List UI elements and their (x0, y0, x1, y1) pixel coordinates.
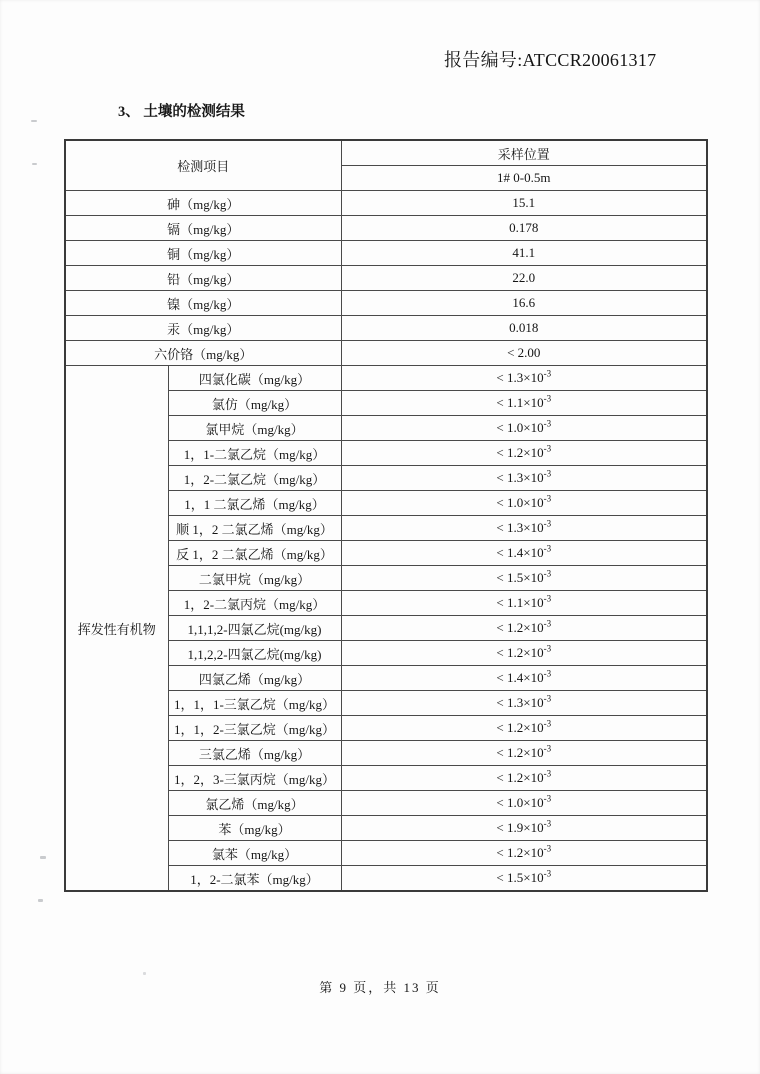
result-value-cell: < $1.2\times 10^{-3}$ (341, 641, 707, 666)
result-value-cell: < $1.5\times 10^{-3}$ (341, 866, 707, 892)
test-item-cell: 1，1-二氯乙烷（mg/kg） (168, 441, 341, 466)
table-row (65, 291, 707, 316)
result-value-cell: 15.1 (341, 191, 707, 216)
test-item-cell: 铜（mg/kg） (65, 241, 341, 266)
scan-artifact (143, 972, 146, 975)
test-item-cell: 六价铬（mg/kg） (65, 341, 341, 366)
test-item-cell: 汞（mg/kg） (65, 316, 341, 341)
table-row (65, 216, 707, 241)
test-item-cell: 顺 1，2 二氯乙烯（mg/kg） (168, 516, 341, 541)
test-item-cell: 氯甲烷（mg/kg） (168, 416, 341, 441)
result-value-cell: 22.0 (341, 266, 707, 291)
table-row (65, 266, 707, 291)
result-value-cell: < $1.3\times 10^{-3}$ (341, 691, 707, 716)
page-footer: 第 9 页，共 13 页 (319, 980, 441, 995)
test-item-cell: 二氯甲烷（mg/kg） (168, 566, 341, 591)
test-item-cell: 苯（mg/kg） (168, 816, 341, 841)
result-value-cell: < 2.00 (341, 341, 707, 366)
test-item-cell: 1，2-二氯苯（mg/kg） (168, 866, 341, 892)
result-value-cell: 0.018 (341, 316, 707, 341)
result-value-cell: < $1.3\times 10^{-3}$ (341, 466, 707, 491)
soil-results-table (64, 139, 708, 892)
test-item-cell: 1,1,1,2-四氯乙烷(mg/kg) (168, 616, 341, 641)
result-value-cell: < $1.2\times 10^{-3}$ (341, 441, 707, 466)
result-value-cell: < $1.2\times 10^{-3}$ (341, 616, 707, 641)
test-item-cell: 反 1，2 二氯乙烯（mg/kg） (168, 541, 341, 566)
result-value-cell: < $1.2\times 10^{-3}$ (341, 716, 707, 741)
result-value-cell: < $1.9\times 10^{-3}$ (341, 816, 707, 841)
table-row (65, 341, 707, 366)
test-item-cell: 四氯乙烯（mg/kg） (168, 666, 341, 691)
result-value-cell: < $1.2\times 10^{-3}$ (341, 841, 707, 866)
test-item-cell: 1,1,2,2-四氯乙烷(mg/kg) (168, 641, 341, 666)
result-value-cell: 0.178 (341, 216, 707, 241)
result-value-cell: < $1.2\times 10^{-3}$ (341, 741, 707, 766)
voc-group-cell: 挥发性有机物 (65, 366, 168, 892)
result-value-cell: < $1.1\times 10^{-3}$ (341, 391, 707, 416)
test-item-cell: 1，1，2-三氯乙烷（mg/kg） (168, 716, 341, 741)
section-title: 3、 土壤的检测结果 (118, 104, 245, 120)
result-value-cell: < $1.0\times 10^{-3}$ (341, 416, 707, 441)
result-value-cell: 16.6 (341, 291, 707, 316)
result-value-cell: < $1.1\times 10^{-3}$ (341, 591, 707, 616)
test-item-cell: 氯乙烯（mg/kg） (168, 791, 341, 816)
result-value-cell: < $1.4\times 10^{-3}$ (341, 541, 707, 566)
scan-artifact (32, 163, 37, 165)
table-row (65, 316, 707, 341)
table-row (65, 241, 707, 266)
result-value-cell: < $1.0\times 10^{-3}$ (341, 491, 707, 516)
test-item-cell: 1，2-二氯乙烷（mg/kg） (168, 466, 341, 491)
test-item-cell: 四氯化碳（mg/kg） (168, 366, 341, 391)
test-item-cell: 镍（mg/kg） (65, 291, 341, 316)
result-value-cell: < $1.4\times 10^{-3}$ (341, 666, 707, 691)
test-item-cell: 1，1，1-三氯乙烷（mg/kg） (168, 691, 341, 716)
result-value-cell: < $1.0\times 10^{-3}$ (341, 791, 707, 816)
report-number: 报告编号:ATCCR20061317 (444, 50, 657, 70)
result-value-cell: < $1.5\times 10^{-3}$ (341, 566, 707, 591)
result-value-cell: 41.1 (341, 241, 707, 266)
test-item-cell: 氯仿（mg/kg） (168, 391, 341, 416)
test-item-cell: 三氯乙烯（mg/kg） (168, 741, 341, 766)
header-sample-point: 1# 0-0.5m (341, 166, 707, 191)
header-sampling-location: 采样位置 (341, 140, 707, 166)
table-row (65, 191, 707, 216)
test-item-cell: 1，2-二氯丙烷（mg/kg） (168, 591, 341, 616)
result-value-cell: < $1.3\times 10^{-3}$ (341, 366, 707, 391)
scan-artifact (31, 120, 37, 122)
table-row (65, 366, 707, 391)
scan-artifact (38, 899, 43, 902)
test-item-cell: 铅（mg/kg） (65, 266, 341, 291)
header-test-item: 检测项目 (65, 140, 341, 191)
table-header-row-1 (65, 140, 707, 166)
test-item-cell: 1，2，3-三氯丙烷（mg/kg） (168, 766, 341, 791)
scan-artifact (40, 856, 46, 859)
test-item-cell: 1，1 二氯乙烯（mg/kg） (168, 491, 341, 516)
test-item-cell: 氯苯（mg/kg） (168, 841, 341, 866)
table-body (65, 140, 707, 891)
result-value-cell: < $1.3\times 10^{-3}$ (341, 516, 707, 541)
test-item-cell: 砷（mg/kg） (65, 191, 341, 216)
test-item-cell: 镉（mg/kg） (65, 216, 341, 241)
result-value-cell: < $1.2\times 10^{-3}$ (341, 766, 707, 791)
